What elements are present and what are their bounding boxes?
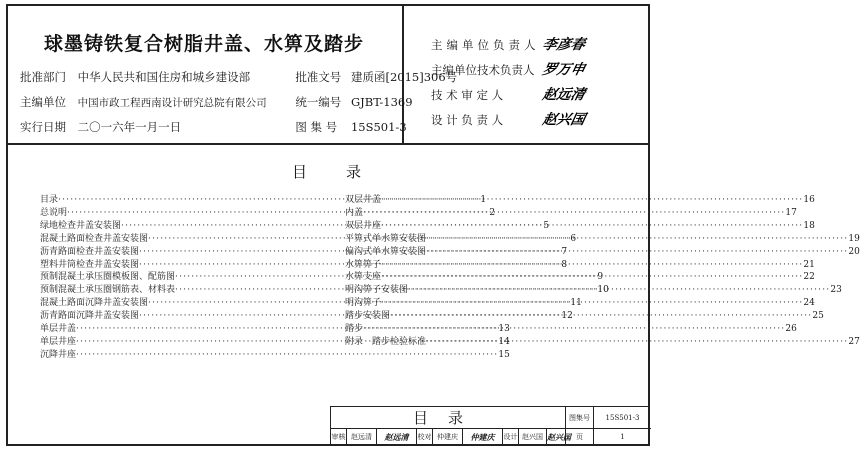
reviewer-signature: 赵远清: [377, 429, 417, 445]
toc-item[interactable]: 沥青路面沉降井盖安装图 ····· 12: [40, 310, 310, 323]
effective-date-label: 实行日期: [20, 120, 66, 134]
atlas-no-label: 图集号: [566, 407, 594, 429]
responsible-row: [431, 59, 585, 79]
toc-item[interactable]: 塑料井筒检查井盖安装图 ····· 8: [40, 259, 310, 272]
toc-item[interactable]: 平箅式单水箅安装图 ····· 19: [345, 233, 617, 246]
chief-editor-label: 主编单位: [20, 95, 66, 109]
toc-item[interactable]: 沉降井座 ····· 15: [40, 349, 310, 362]
toc-item[interactable]: 偏沟式单水箅安装图 ····· 20: [345, 246, 617, 259]
title-block: [330, 406, 650, 446]
checker-name: 仲建庆: [433, 429, 463, 445]
approval-no-label: 批准文号: [295, 70, 342, 84]
signature: 罗万申: [540, 62, 587, 78]
toc-item[interactable]: 单层井盖 ····· 13: [40, 323, 310, 336]
toc-item[interactable]: 内盖 ····· 17: [345, 207, 617, 220]
responsible-role: 主编单位负责人: [431, 38, 540, 52]
review-label: 审核: [331, 429, 347, 445]
toc-item[interactable]: 目录 ····· 1: [40, 194, 310, 207]
chief-editor-value: 中国市政工程西南设计研究总院有限公司: [77, 97, 267, 109]
atlas-no-value: 15S501-3: [350, 120, 407, 134]
responsible-role: 技 术 审 定 人: [431, 88, 504, 102]
toc-item[interactable]: 水箅支座 ····· 22: [345, 271, 617, 284]
toc-item[interactable]: 附录 踏步检验标准 ····· 27: [345, 336, 617, 349]
toc-heading-left: 目: [292, 163, 308, 181]
toc-heading-right: 录: [346, 163, 362, 181]
designer-signature: 赵兴国: [547, 429, 566, 445]
approval-dept-row: [20, 69, 457, 85]
atlas-title: 球墨铸铁复合树脂井盖、水箅及踏步: [43, 33, 364, 55]
approval-dept-value: 中华人民共和国住房和城乡建设部: [77, 70, 251, 84]
unified-no-label: 统一编号: [295, 95, 342, 109]
reviewer-name: 赵远清: [347, 429, 377, 445]
toc-item[interactable]: 踏步 ····· 26: [345, 323, 617, 336]
toc-item[interactable]: 水箅箅子 ····· 21: [345, 259, 617, 272]
toc-item[interactable]: 踏步安装图 ····· 25: [345, 310, 617, 323]
chief-editor-row: [20, 94, 413, 110]
signature: 李彦春: [540, 37, 587, 53]
atlas-no-value: 15S501-3: [594, 407, 651, 429]
approval-dept-label: 批准部门: [20, 70, 66, 84]
design-label: 设计: [503, 429, 519, 445]
page-value: 1: [620, 433, 625, 441]
atlas-no-label: 图 集 号: [295, 120, 338, 134]
check-label: 校对: [417, 429, 433, 445]
approval-row: [331, 429, 651, 445]
signature: 赵远清: [540, 87, 587, 103]
responsible-role: 设 计 负 责 人: [431, 113, 504, 127]
effective-date-row: [20, 119, 407, 135]
toc-item[interactable]: 混凝土路面检查井盖安装图 ····· 6: [40, 233, 310, 246]
toc-item[interactable]: 明沟箅子安装图 ····· 23: [345, 284, 617, 297]
designer-name: 赵兴国: [519, 429, 547, 445]
signature: 赵兴国: [540, 112, 587, 128]
responsible-row: [431, 109, 585, 129]
sheet-name: 目录: [331, 407, 566, 429]
responsible-role: 主编单位技术负责人: [431, 63, 535, 77]
page-label: 页: [566, 429, 594, 445]
toc-item[interactable]: 沥青路面检查井盖安装图 ····· 7: [40, 246, 310, 259]
toc-item[interactable]: 双层井盖 ····· 16: [345, 194, 617, 207]
responsible-row: [431, 84, 585, 104]
checker-signature: 仲建庆: [463, 429, 503, 445]
responsible-row: [431, 34, 585, 54]
effective-date-value: 二〇一六年一月一日: [77, 120, 182, 134]
toc-item[interactable]: 混凝土路面沉降井盖安装图 ····· 11: [40, 297, 310, 310]
header-info-block: [6, 4, 458, 145]
responsible-persons-block: [403, 4, 650, 145]
toc-item[interactable]: 双层井座 ····· 18: [345, 220, 617, 233]
approval-no-value: 建质函[2015]306号: [350, 70, 458, 84]
toc-item[interactable]: 总说明 ····· 2: [40, 207, 310, 220]
toc-item[interactable]: 绿地检查井盖安装图 ····· 5: [40, 220, 310, 233]
toc-item[interactable]: 明沟箅子 ····· 24: [345, 297, 617, 310]
toc-right-column: [345, 194, 860, 349]
toc-item[interactable]: 预制混凝土承压圈钢筋表、材料表 ····· 10: [40, 284, 310, 297]
unified-no-value: GJBT-1369: [350, 95, 413, 109]
toc-item[interactable]: 单层井座 ····· 14: [40, 336, 310, 349]
toc-item[interactable]: 预制混凝土承压圈模板图、配筋图 ····· 9: [40, 271, 310, 284]
